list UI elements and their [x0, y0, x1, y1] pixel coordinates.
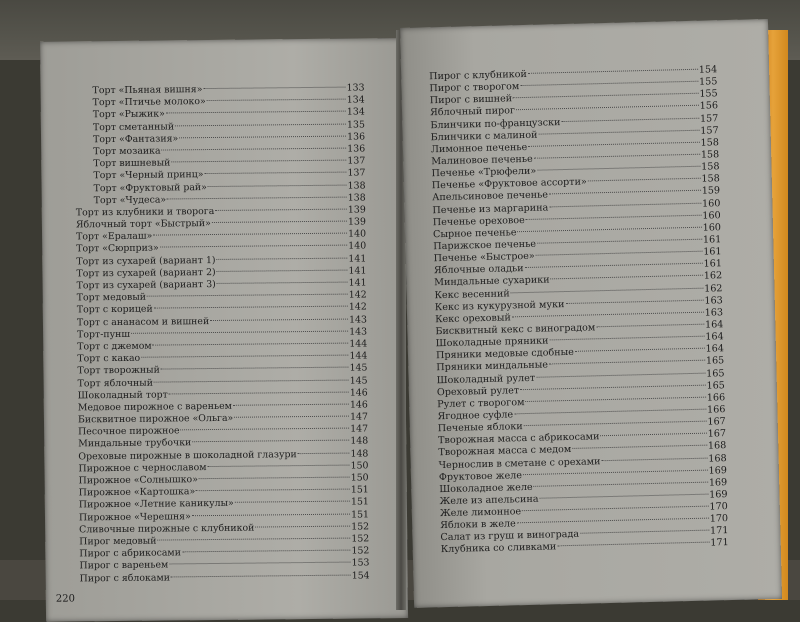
- right-page: [400, 19, 782, 608]
- toc-entry-page: 139: [347, 204, 366, 216]
- toc-entry-title: Торт с джемом: [77, 340, 152, 353]
- toc-entry-page: 155: [699, 88, 718, 100]
- toc-leader-dots: [192, 439, 349, 443]
- toc-entry-title: Торт яблочный: [77, 377, 154, 389]
- toc-entry-title: Торт «Птичье молоко»: [92, 96, 206, 109]
- toc-entry-title: Пирог с абрикосами: [79, 547, 182, 560]
- toc-entry: [80, 570, 370, 585]
- toc-entry-title: Сливочные пирожные с клубникой: [79, 522, 255, 536]
- toc-leader-dots: [167, 195, 347, 199]
- toc-leader-dots: [525, 395, 705, 401]
- toc-entry-page: 161: [702, 234, 722, 246]
- toc-entry-page: 138: [347, 179, 366, 192]
- toc-leader-dots: [162, 147, 347, 151]
- toc-entry-title: Клубника со сливками: [440, 541, 557, 556]
- toc-entry-title: Торт вишневый: [93, 157, 171, 170]
- toc-leader-dots: [217, 256, 348, 259]
- toc-entry-title: Парижское печенье: [433, 238, 537, 253]
- toc-entry-title: Лимонное печенье: [430, 141, 528, 156]
- toc-entry-title: Пирог с яблоками: [79, 571, 171, 584]
- toc-leader-dots: [234, 415, 349, 418]
- toc-leader-dots: [528, 141, 699, 147]
- toc-leader-dots: [524, 262, 702, 268]
- toc-entry-page: 162: [703, 270, 723, 283]
- toc-entry-page: 171: [709, 525, 729, 537]
- toc-leader-dots: [596, 323, 704, 328]
- toc-entry-title: Печенье «Фруктовое ассорти»: [431, 176, 587, 192]
- toc-entry-title: Рулет с творогом: [437, 396, 525, 410]
- toc-entry-page: 167: [707, 428, 727, 440]
- toc-leader-dots: [217, 268, 348, 271]
- toc-entry-title: Печенье из маргарина: [432, 201, 549, 216]
- toc-entry-page: 171: [710, 537, 729, 550]
- toc-entry-page: 169: [709, 489, 728, 501]
- toc-entry-page: 137: [347, 155, 366, 167]
- toc-entry-page: 157: [700, 124, 719, 137]
- toc-leader-dots: [154, 378, 349, 382]
- toc-entry-title: Торт «Чудеса»: [93, 194, 167, 206]
- toc-entry-title: Миндальные трубочки: [78, 437, 192, 450]
- toc-leader-dots: [179, 134, 346, 138]
- toc-leader-dots: [572, 444, 707, 449]
- toc-entry-title: Пирожное «Черешня»: [78, 510, 191, 523]
- toc-entry-page: 158: [701, 173, 720, 185]
- toc-entry-page: 163: [704, 294, 723, 307]
- toc-entry-title: Бисквитный кекс с виноградом: [435, 322, 596, 338]
- toc-leader-dots: [534, 153, 700, 159]
- toc-leader-dots: [536, 250, 703, 256]
- toc-entry-title: Бисквитное пирожное «Ольга»: [77, 412, 234, 426]
- toc-leader-dots: [210, 317, 348, 320]
- toc-leader-dots: [153, 232, 347, 236]
- right-toc-list: [429, 64, 729, 557]
- toc-leader-dots: [166, 110, 346, 114]
- toc-entry-page: 151: [350, 496, 369, 508]
- toc-entry-page: 138: [347, 192, 366, 204]
- toc-entry-page: 166: [706, 391, 726, 404]
- toc-leader-dots: [235, 500, 350, 503]
- toc-leader-dots: [192, 512, 350, 516]
- toc-entry-page: 168: [708, 452, 727, 465]
- toc-entry-title: Салат из груш и винограда: [440, 529, 580, 544]
- toc-leader-dots: [181, 427, 350, 431]
- toc-entry-page: 152: [351, 521, 370, 533]
- toc-leader-dots: [175, 122, 346, 126]
- toc-entry-title: Кекс ореховый: [434, 312, 511, 326]
- toc-entry-title: Желе лимонное: [439, 506, 522, 520]
- toc-leader-dots: [549, 189, 701, 195]
- toc-entry-page: 161: [703, 246, 722, 258]
- toc-entry-page: 166: [706, 404, 726, 416]
- toc-leader-dots: [523, 468, 708, 475]
- toc-entry-page: 134: [346, 94, 365, 106]
- toc-entry-page: 160: [702, 209, 721, 222]
- toc-entry-title: Торт с какао: [77, 352, 141, 365]
- toc-entry-title: Яблоки в желе: [440, 518, 516, 532]
- toc-entry-page: 158: [701, 161, 720, 173]
- left-toc-list: [74, 82, 369, 585]
- toc-entry-title: Фруктовое желе: [438, 469, 523, 483]
- toc-entry-page: 145: [349, 374, 368, 387]
- toc-entry-page: 159: [701, 185, 721, 198]
- toc-leader-dots: [141, 354, 348, 358]
- toc-entry-title: Пирог с клубникой: [429, 68, 527, 83]
- toc-leader-dots: [212, 220, 347, 223]
- toc-entry-page: 144: [349, 350, 368, 362]
- toc-leader-dots: [588, 177, 701, 182]
- toc-entry-title: Пирог с вишней: [429, 93, 513, 107]
- toc-leader-dots: [516, 104, 699, 110]
- toc-leader-dots: [580, 529, 709, 534]
- toc-entry-page: 143: [348, 313, 368, 326]
- toc-entry-title: Ореховый рулет: [436, 384, 520, 398]
- toc-leader-dots: [526, 213, 702, 219]
- toc-entry-page: 170: [709, 501, 728, 513]
- toc-leader-dots: [182, 549, 351, 553]
- toc-entry-page: 142: [348, 301, 367, 313]
- toc-entry-title: Пирожное «Картошка»: [78, 486, 196, 499]
- toc-entry-page: 148: [350, 435, 369, 448]
- toc-leader-dots: [575, 347, 705, 352]
- toc-leader-dots: [565, 298, 703, 303]
- toc-entry-page: 144: [349, 338, 368, 350]
- toc-entry-title: Кекс из кукурузной муки: [434, 298, 565, 313]
- toc-entry-title: Малиновое печенье: [431, 153, 533, 168]
- toc-entry-title: Торт с ананасом и вишней: [76, 315, 210, 328]
- toc-leader-dots: [517, 226, 701, 233]
- toc-entry-title: Апельсиновое печенье: [432, 189, 549, 204]
- toc-entry-page: 169: [708, 476, 728, 489]
- toc-leader-dots: [557, 541, 709, 547]
- toc-entry-title: Миндальные сухарики: [434, 274, 550, 289]
- toc-leader-dots: [171, 159, 346, 163]
- toc-entry-page: 148: [350, 448, 369, 460]
- toc-leader-dots: [514, 408, 706, 415]
- toc-entry-title: Песочное пирожное: [78, 425, 180, 438]
- toc-entry-title: Торт-пунш: [77, 328, 131, 341]
- toc-entry-title: Творожная масса с абрикосами: [437, 431, 600, 447]
- toc-entry-title: Творожная масса с медом: [438, 444, 572, 459]
- toc-entry-page: 143: [349, 326, 368, 338]
- toc-leader-dots: [524, 420, 707, 426]
- toc-entry-title: Чернослив в сметане с орехами: [438, 455, 601, 471]
- toc-leader-dots: [208, 183, 347, 186]
- toc-entry-page: 152: [351, 545, 370, 557]
- toc-entry-title: Торт «Фруктовый рай»: [93, 181, 207, 194]
- toc-entry-page: 134: [346, 106, 365, 118]
- toc-entry-page: 154: [698, 64, 718, 76]
- toc-entry-page: 165: [705, 355, 725, 367]
- toc-entry-page: 157: [699, 112, 719, 125]
- toc-leader-dots: [551, 274, 703, 280]
- toc-entry-page: 136: [347, 143, 366, 155]
- toc-entry-page: 158: [700, 137, 720, 149]
- toc-entry-title: Пирожное «Солнышко»: [78, 474, 198, 487]
- toc-entry-page: 140: [348, 228, 367, 240]
- toc-entry-title: Яблочные оладьи: [433, 263, 524, 277]
- toc-entry-page: 150: [350, 472, 369, 484]
- toc-entry-title: Шоколадные пряники: [435, 335, 549, 350]
- toc-entry-title: Торт из сухарей (вариант 3): [76, 278, 216, 292]
- left-page: [40, 38, 408, 622]
- toc-leader-dots: [534, 480, 708, 486]
- toc-entry-title: Пирожное с чернославом: [78, 461, 207, 475]
- toc-leader-dots: [549, 359, 705, 365]
- toc-leader-dots: [528, 68, 698, 74]
- toc-entry-title: Пряники миндальные: [436, 359, 549, 374]
- toc-leader-dots: [207, 463, 349, 466]
- toc-entry-page: 165: [706, 367, 725, 380]
- toc-entry-page: 137: [347, 167, 366, 179]
- toc-entry-title: Торт из сухарей (вариант 1): [76, 254, 216, 268]
- toc-entry-title: Торт из сухарей (вариант 2): [76, 266, 216, 280]
- toc-entry-page: 165: [706, 379, 725, 392]
- toc-entry-page: 161: [703, 258, 722, 270]
- toc-leader-dots: [549, 201, 701, 207]
- toc-entry-title: Печеные яблоки: [437, 421, 523, 435]
- toc-entry-page: 156: [699, 100, 719, 113]
- toc-entry-title: Торт «Рыжик»: [92, 108, 165, 121]
- toc-leader-dots: [522, 505, 708, 512]
- toc-entry-page: 141: [348, 253, 367, 265]
- toc-entry-page: 146: [349, 399, 368, 411]
- toc-entry-page: 151: [350, 484, 369, 496]
- toc-entry-title: Сырное печенье: [432, 227, 517, 241]
- toc-entry-page: 150: [350, 460, 369, 472]
- toc-entry-title: Кекс весенний: [434, 287, 510, 301]
- toc-entry-title: Пирог с вареньем: [79, 559, 169, 572]
- toc-entry-title: Торт «Пьяная вишня»: [92, 84, 203, 97]
- toc-entry-page: 145: [349, 362, 368, 374]
- toc-entry-page: 155: [698, 76, 718, 88]
- toc-leader-dots: [204, 171, 346, 174]
- toc-entry-page: 170: [709, 513, 729, 525]
- toc-leader-dots: [539, 493, 708, 499]
- toc-leader-dots: [549, 335, 704, 341]
- toc-leader-dots: [255, 524, 350, 527]
- toc-leader-dots: [537, 238, 702, 244]
- toc-entry-title: Торт «Фантазия»: [92, 133, 179, 145]
- toc-entry-title: Пряники медовые сдобные: [435, 347, 575, 362]
- toc-entry-page: 153: [351, 557, 370, 569]
- toc-entry-page: 142: [348, 289, 367, 301]
- toc-leader-dots: [154, 305, 348, 309]
- toc-entry-page: 168: [707, 440, 727, 452]
- toc-entry-title: Торт из клубники и творога: [75, 205, 215, 219]
- toc-entry-page: 167: [707, 416, 726, 428]
- toc-entry-page: 158: [700, 149, 720, 161]
- toc-leader-dots: [169, 390, 349, 394]
- toc-entry-title: Пирог с творогом: [429, 81, 520, 95]
- toc-leader-dots: [520, 80, 698, 86]
- toc-entry-title: Блинчики по-французски: [430, 116, 561, 131]
- toc-leader-dots: [153, 342, 349, 346]
- toc-entry-page: 162: [704, 282, 723, 295]
- toc-entry-page: 133: [346, 82, 365, 94]
- toc-entry-title: Шоколадное желе: [439, 481, 533, 495]
- toc-entry-page: 160: [702, 222, 722, 234]
- toc-leader-dots: [298, 451, 350, 454]
- toc-entry-title: Печенье ореховое: [432, 214, 525, 228]
- toc-entry-page: 164: [705, 331, 724, 343]
- left-page-number: 220: [55, 593, 76, 605]
- toc-entry-title: Яблочный торт «Быстрый»: [75, 218, 211, 231]
- toc-entry-title: Ореховые пирожные в шоколадной глазури: [78, 448, 297, 463]
- toc-entry-title: Блинчики с малиной: [430, 129, 538, 143]
- toc-entry-title: Шоколадный рулет: [436, 372, 536, 386]
- toc-leader-dots: [511, 286, 703, 293]
- toc-leader-dots: [160, 244, 348, 248]
- toc-entry-page: 141: [348, 277, 367, 289]
- toc-leader-dots: [520, 383, 705, 390]
- toc-leader-dots: [538, 128, 699, 134]
- toc-entry-page: 164: [704, 319, 724, 331]
- toc-entry-title: Пирожное «Летние каникулы»: [78, 498, 234, 511]
- toc-leader-dots: [215, 207, 347, 210]
- toc-entry-page: 136: [347, 131, 366, 143]
- toc-entry-title: Шоколадный торт: [77, 389, 168, 402]
- toc-leader-dots: [199, 476, 350, 480]
- toc-leader-dots: [233, 402, 349, 405]
- toc-entry-title: Яблочный пирог: [429, 105, 516, 119]
- toc-entry-title: Медовое пирожное с вареньем: [77, 400, 232, 414]
- toc-entry-page: 169: [708, 464, 728, 477]
- toc-entry-page: 151: [351, 508, 370, 521]
- toc-leader-dots: [601, 456, 707, 461]
- toc-entry-page: 152: [351, 533, 370, 545]
- toc-entry-title: Торт «Ералаш»: [76, 230, 153, 243]
- toc-entry-page: 147: [350, 411, 369, 423]
- toc-entry-title: Торт сметанный: [92, 120, 175, 133]
- toc-leader-dots: [217, 281, 348, 284]
- toc-leader-dots: [131, 329, 348, 333]
- toc-leader-dots: [161, 366, 349, 370]
- toc-entry-page: 164: [705, 343, 725, 355]
- toc-entry-title: Торт «Черный принц»: [93, 169, 204, 182]
- toc-leader-dots: [537, 165, 700, 171]
- toc-entry-title: Печенье «Быстрое»: [433, 250, 535, 265]
- toc-entry-page: 163: [704, 307, 724, 319]
- toc-leader-dots: [157, 537, 350, 541]
- toc-leader-dots: [207, 98, 346, 101]
- toc-leader-dots: [196, 488, 350, 492]
- toc-entry-title: Торт творожный: [77, 364, 160, 377]
- toc-entry-page: 147: [350, 423, 369, 435]
- toc-entry-title: Пирог медовый: [79, 535, 157, 548]
- toc-entry-title: Печенье «Трюфели»: [431, 165, 537, 180]
- toc-leader-dots: [169, 561, 350, 565]
- toc-leader-dots: [147, 293, 348, 297]
- toc-leader-dots: [536, 371, 705, 377]
- toc-leader-dots: [600, 432, 706, 437]
- toc-entry-page: 146: [349, 387, 368, 399]
- toc-entry-title: Торт «Сюрприз»: [76, 242, 159, 255]
- toc-entry-title: Торт медовый: [76, 291, 147, 304]
- toc-entry-page: 135: [346, 118, 365, 131]
- toc-entry-page: 154: [351, 569, 370, 582]
- toc-leader-dots: [513, 92, 698, 99]
- toc-entry-title: Желе из апельсина: [439, 493, 539, 508]
- toc-entry-page: 140: [348, 240, 367, 253]
- toc-leader-dots: [561, 116, 699, 121]
- toc-leader-dots: [517, 517, 709, 524]
- toc-entry-title: Торт мозаика: [93, 145, 161, 158]
- toc-entry-page: 141: [348, 265, 367, 277]
- toc-leader-dots: [171, 573, 351, 577]
- toc-leader-dots: [512, 310, 704, 317]
- toc-entry-title: Ягодное суфле: [437, 409, 514, 423]
- toc-entry-page: 139: [347, 216, 366, 228]
- toc-entry-page: 160: [701, 197, 721, 210]
- toc-leader-dots: [203, 86, 345, 89]
- toc-entry-title: Торт с корицей: [76, 304, 153, 316]
